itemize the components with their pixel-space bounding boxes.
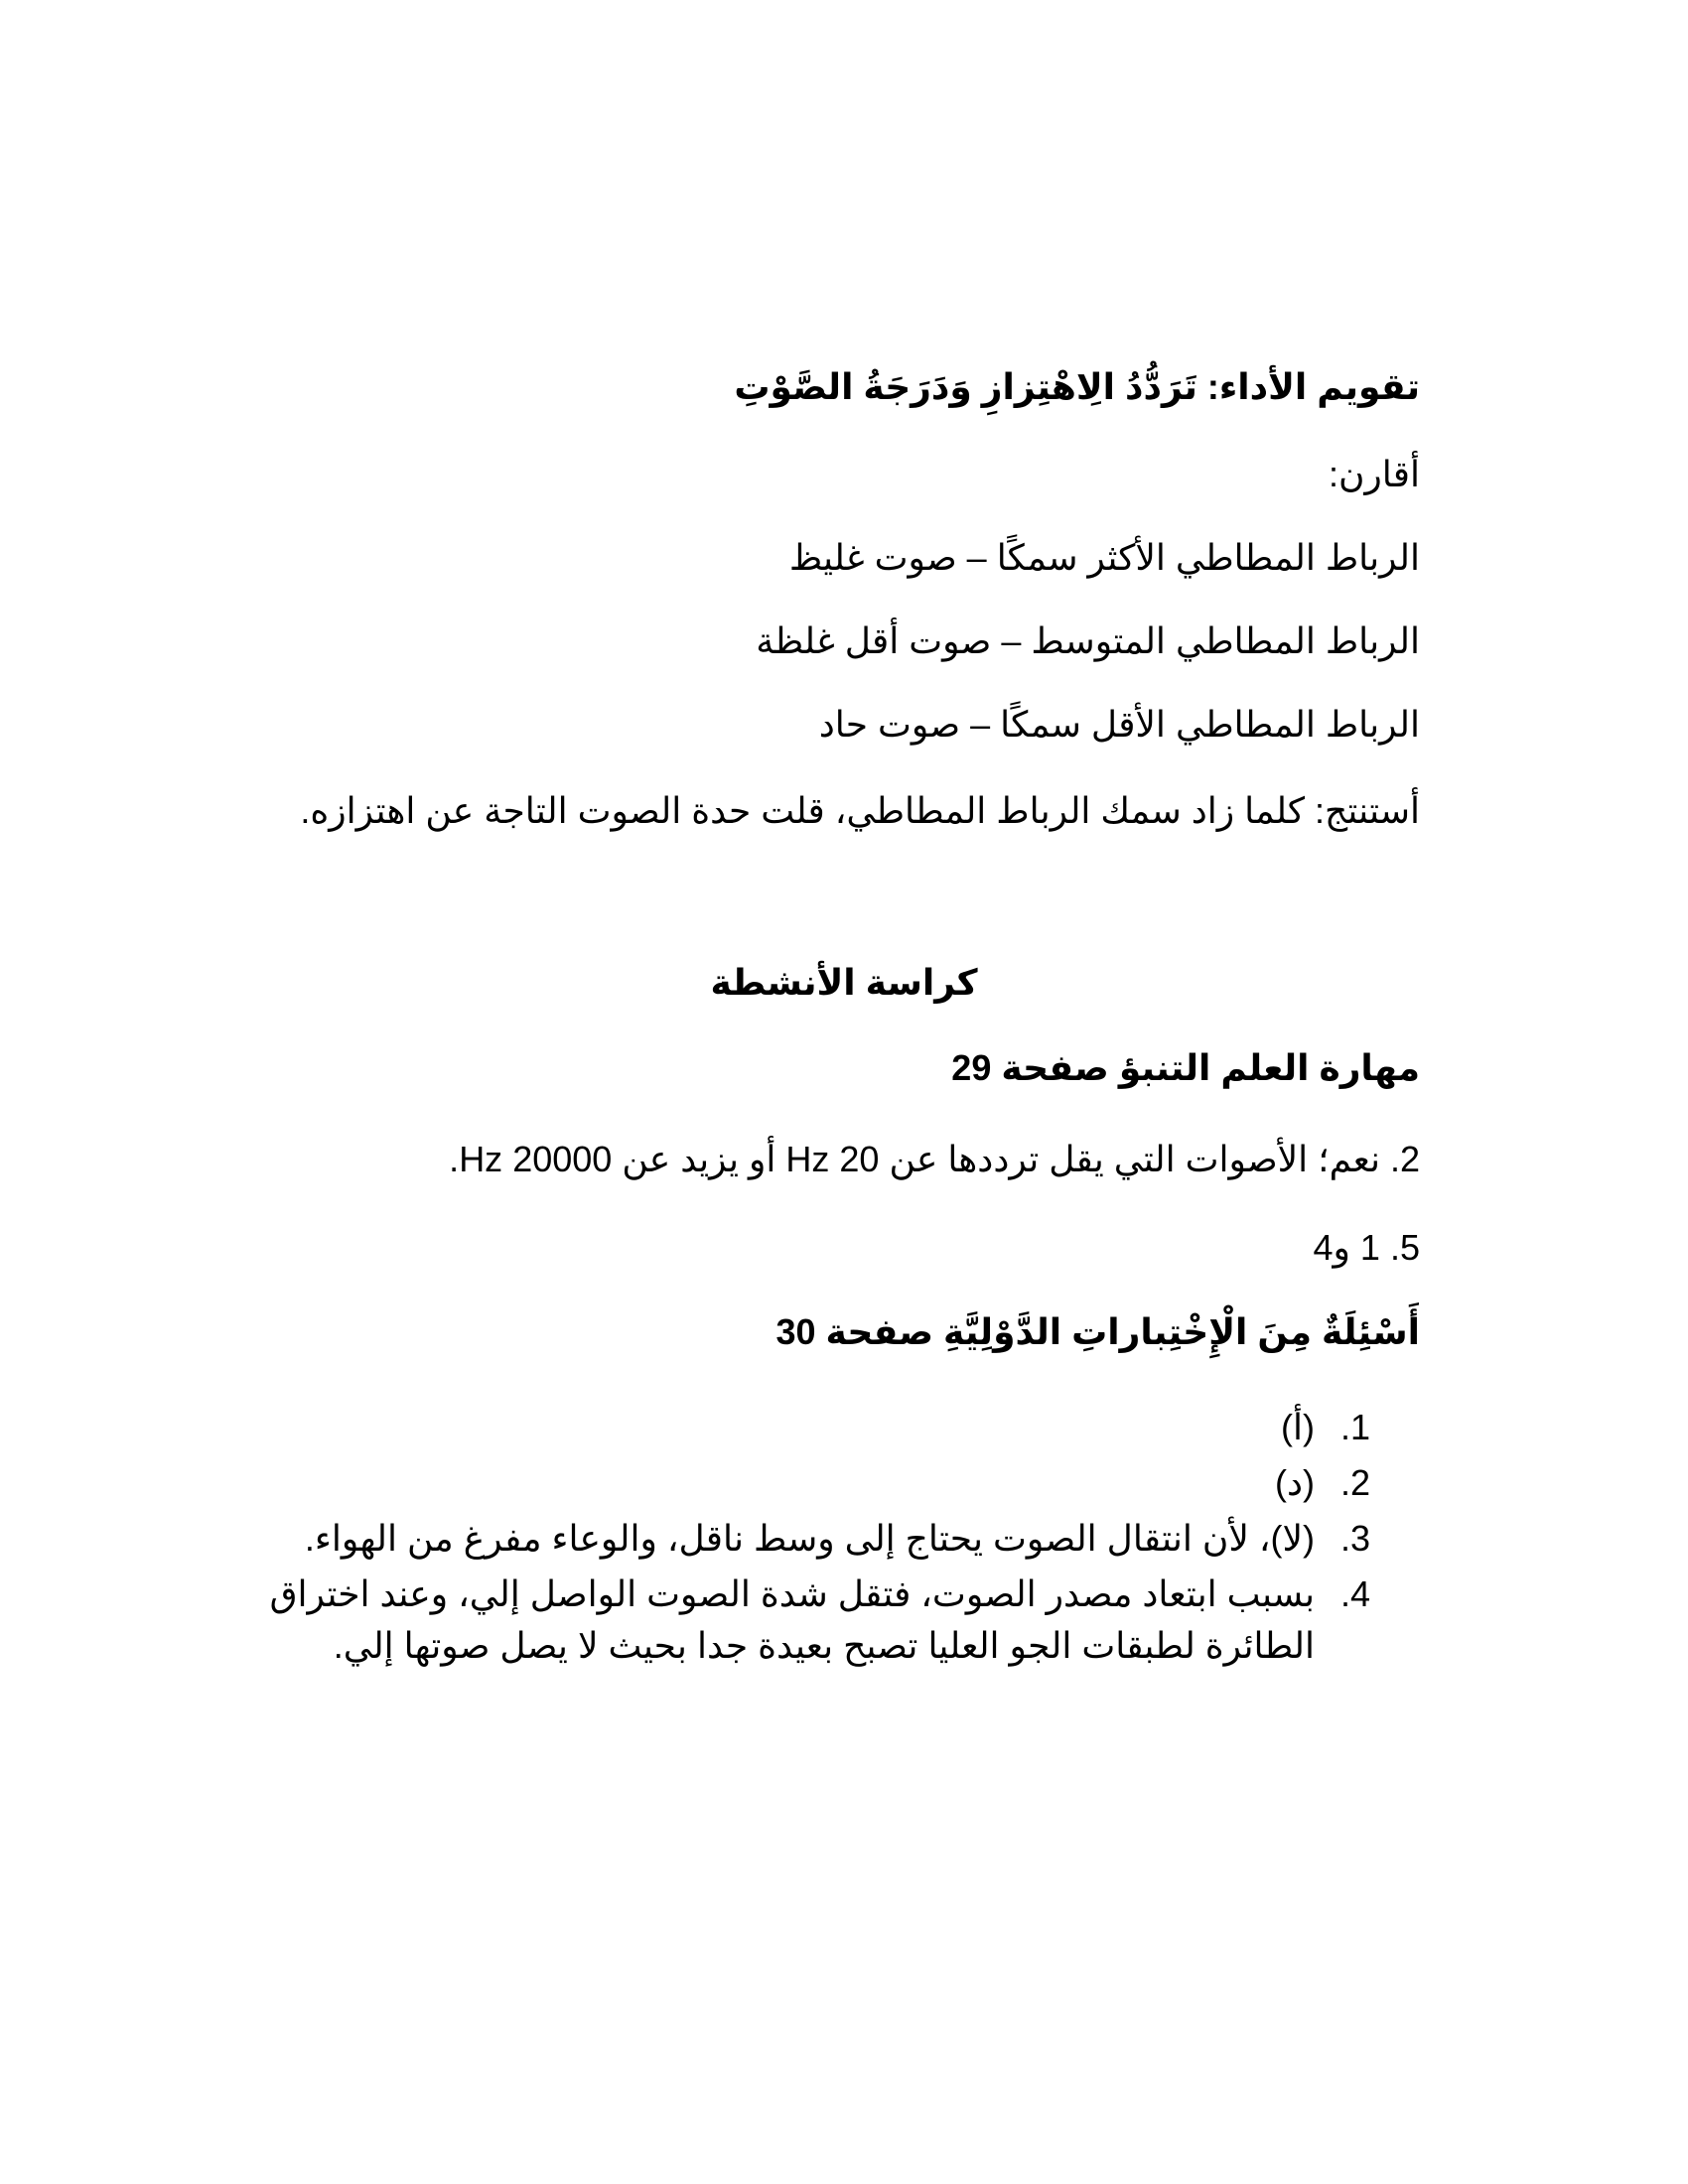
list-item-text: بسبب ابتعاد مصدر الصوت، فتقل شدة الصوت الواصل إلي، وعند اختراق الطائرة لطبقات الجو العليا تصبح بعيدة جدا بحيث لا يصل صوتها إلي.: [269, 1573, 1315, 1666]
list-item-text: (د): [1274, 1462, 1315, 1503]
skill-heading: مهارة العلم التنبؤ صفحة 29: [951, 1047, 1420, 1088]
list-item-number: 1.: [1339, 1407, 1370, 1447]
intl-tests-heading: أَسْئِلَةٌ مِنَ الْإِخْتِباراتِ الدَّوْلِيَّةِ صفحة 30: [775, 1311, 1420, 1352]
list-item-text: (لا)، لأن انتقال الصوت يحتاج إلى وسط ناقل، والوعاء مفرغ من الهواء.: [304, 1518, 1315, 1559]
list-item: [1275, 1457, 1370, 1509]
answer-2: 2. نعم؛ الأصوات التي يقل ترددها عن 20 Hz أو يزيد عن 20000 Hz.: [449, 1139, 1420, 1179]
list-item: [262, 1569, 1370, 1672]
compare-item-thick: الرباط المطاطي الأكثر سمكًا – صوت غليظ: [788, 537, 1420, 578]
performance-heading: تقويم الأداء: تَرَدُّدُ الِاهْتِزازِ وَدَرَجَةُ الصَّوْتِ: [734, 366, 1420, 407]
list-item-number: 2.: [1339, 1462, 1370, 1503]
compare-label: أقارن:: [1328, 454, 1420, 494]
answer-5: 5. 1 و4: [1313, 1227, 1420, 1268]
list-item: [305, 1513, 1370, 1565]
list-item: [1281, 1402, 1370, 1453]
conclusion-text: أستنتج: كلما زاد سمك الرباط المطاطي، قلت حدة الصوت التاجة عن اهتزازه.: [300, 790, 1420, 831]
workbook-title: كراسة الأنشطة: [710, 962, 978, 1003]
list-item-number: 3.: [1339, 1518, 1370, 1559]
compare-item-medium: الرباط المطاطي المتوسط – صوت أقل غلظة: [756, 620, 1420, 661]
compare-item-thin: الرباط المطاطي الأقل سمكًا – صوت حاد: [818, 704, 1420, 745]
list-item-number: 4.: [1339, 1573, 1370, 1614]
list-item-text: (أ): [1281, 1407, 1315, 1447]
